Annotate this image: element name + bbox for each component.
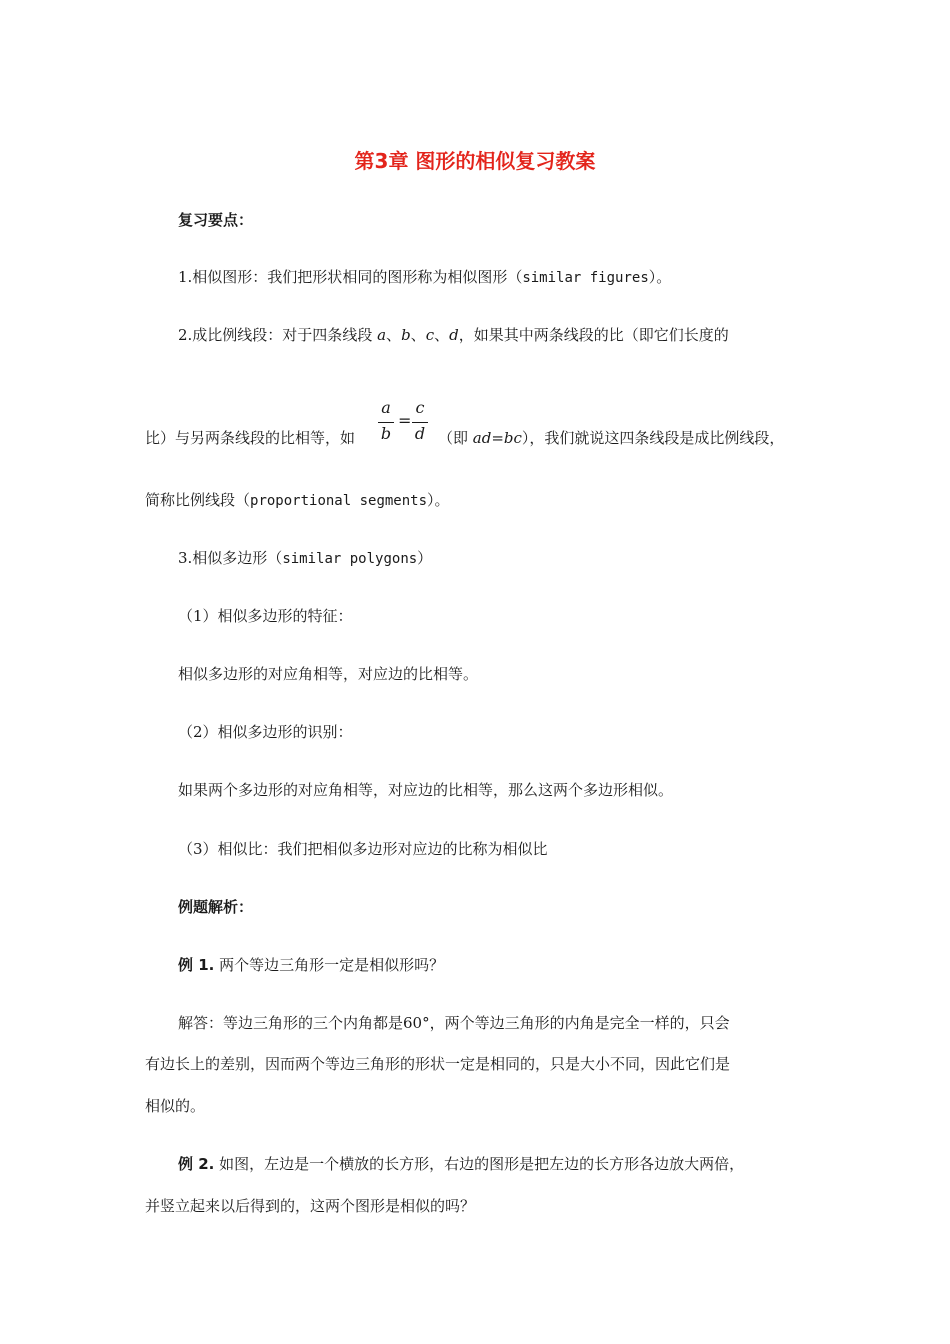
para-text: ），我们就说这四条线段是成比例线段， xyxy=(521,429,785,447)
example-2-text: 如图，左边是一个横放的长方形，右边的图形是把左边的长方形各边放大两倍， xyxy=(214,1155,745,1173)
example-1-answer-line2: 有边长上的差别，因而两个等边三角形的形状一定是相同的，只是大小不同，因此它们是 xyxy=(145,1055,731,1073)
example-1-answer-line1: 解答：等边三角形的三个内角都是60°，两个等边三角形的内角是完全一样的，只会 xyxy=(178,1014,730,1032)
example-1-question xyxy=(178,955,444,975)
paragraph-proportional-line3 xyxy=(145,490,450,511)
example-2-line2: 并竖立起来以后得到的，这两个图形是相似的吗？ xyxy=(145,1197,476,1215)
para-end: ）。 xyxy=(427,491,450,509)
equals-sign: = xyxy=(398,411,412,430)
para-end: ） xyxy=(417,549,433,567)
example-1-label: 例 1. xyxy=(178,956,215,974)
example-1-answer-line3: 相似的。 xyxy=(145,1097,206,1115)
identification-body: 如果两个多边形的对应角相等，对应边的比相等，那么这两个多边形相似。 xyxy=(178,781,674,799)
var-b: b xyxy=(401,326,411,344)
features-body: 相似多边形的对应角相等，对应边的比相等。 xyxy=(178,665,479,683)
review-heading: 复习要点： xyxy=(178,211,254,229)
paragraph-similar-figures xyxy=(178,267,671,288)
para-text: 3.相似多边形（ xyxy=(178,549,283,567)
paragraph-proportional-line1 xyxy=(178,325,729,345)
para-end: ）。 xyxy=(648,268,672,286)
fraction-bar xyxy=(378,422,394,423)
para-text: 1.相似图形：我们把形状相同的图形称为相似图形（ xyxy=(178,268,523,286)
para-text: ，如果其中两条线段的比（即它们长度的 xyxy=(458,326,729,344)
fraction-den-b: b xyxy=(380,424,392,443)
page-title: 第3章 图形的相似复习教案 xyxy=(354,149,596,173)
examples-heading: 例题解析： xyxy=(178,898,254,916)
subheading-identification: （2）相似多边形的识别： xyxy=(178,723,353,741)
fraction-den-d: d xyxy=(414,424,426,443)
separator: 、 xyxy=(434,326,450,344)
fraction-formula xyxy=(378,398,432,448)
example-1-text: 两个等边三角形一定是相似形吗？ xyxy=(214,956,445,974)
para-text: 简称比例线段（ xyxy=(145,491,251,509)
paragraph-proportional-line2-left: 比）与另两条线段的比相等，如 xyxy=(145,429,356,447)
subheading-similarity-ratio: （3）相似比：我们把相似多边形对应边的比称为相似比 xyxy=(178,840,548,858)
para-text: （即 xyxy=(438,429,473,447)
example-2-label: 例 2. xyxy=(178,1155,215,1173)
term-similar-figures: similar figures xyxy=(522,270,649,286)
separator: 、 xyxy=(386,326,402,344)
fraction-num-c: c xyxy=(415,398,425,417)
example-2-line1 xyxy=(178,1154,744,1174)
term-similar-polygons: similar polygons xyxy=(282,551,418,567)
var-d: d xyxy=(449,326,459,344)
fraction-num-a: a xyxy=(381,398,391,417)
equation-ad-bc: ad=bc xyxy=(472,429,522,447)
para-text: 2.成比例线段：对于四条线段 xyxy=(178,326,378,344)
paragraph-proportional-line2-right xyxy=(438,428,784,448)
var-a: a xyxy=(377,326,387,344)
subheading-features: （1）相似多边形的特征： xyxy=(178,607,353,625)
var-c: c xyxy=(425,326,435,344)
separator: 、 xyxy=(410,326,426,344)
term-proportional-segments: proportional segments xyxy=(250,493,428,509)
paragraph-similar-polygons xyxy=(178,548,432,569)
fraction-bar xyxy=(412,422,428,423)
